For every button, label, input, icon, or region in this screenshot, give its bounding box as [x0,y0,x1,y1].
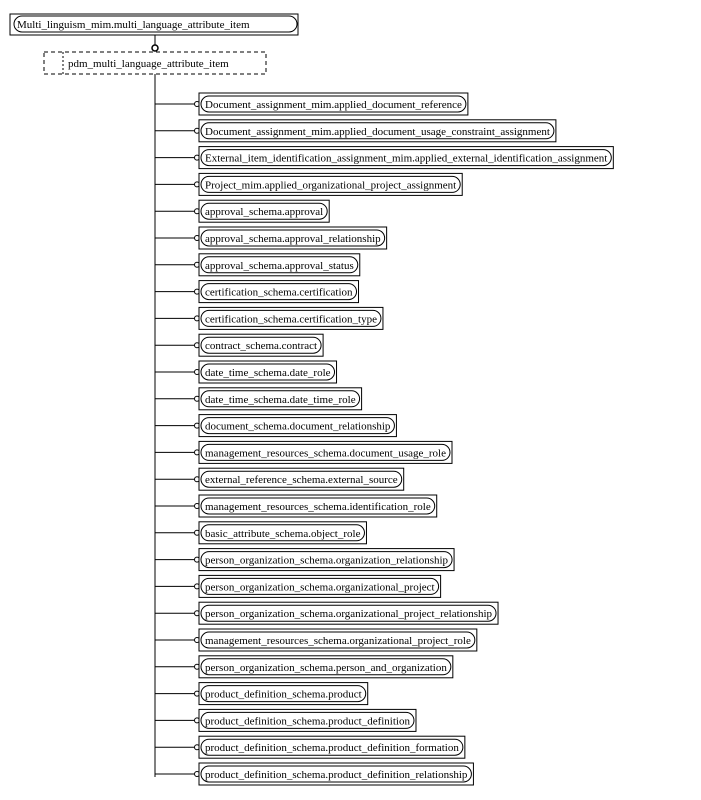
item-label: date_time_schema.date_time_role [205,393,356,406]
item-label: person_organization_schema.organization_relationship [205,554,449,567]
entity-item [155,683,368,705]
select-type [44,52,266,74]
item-label: Document_assignment_mim.applied_document_usage_constraint_assignment [205,125,550,138]
entity-item [155,93,468,115]
entity-item [155,441,452,463]
entity-item [155,736,465,758]
root-entity [10,14,298,35]
entity-item [155,522,366,544]
item-label: product_definition_schema.product_definition_formation [205,742,459,755]
entity-item [155,709,416,731]
entity-item [155,361,337,383]
entity-item [155,334,323,356]
entity-item [155,254,360,276]
item-label: approval_schema.approval_status [205,259,354,272]
entity-item [155,629,477,651]
item-label: basic_attribute_schema.object_role [205,527,361,540]
entity-item [155,200,329,222]
entity-item [155,415,396,437]
entity-item [155,307,383,329]
item-label: date_time_schema.date_role [205,367,331,379]
entity-item [155,468,404,490]
item-label: external_reference_schema.external_source [205,474,398,487]
item-label: management_resources_schema.organizational_project_role [205,635,471,647]
item-list [155,93,613,785]
entity-item [155,763,473,785]
entity-item [155,173,462,195]
select-type-label: pdm_multi_language_attribute_item [68,58,229,70]
root-entity-label: Multi_linguism_mim.multi_language_attribute_item [17,19,250,31]
item-label: product_definition_schema.product_definition_relationship [205,769,468,781]
item-label: person_organization_schema.organizational_project_relationship [205,608,493,621]
entity-item [155,388,362,410]
entity-item [155,147,613,169]
entity-item [155,549,454,571]
item-label: product_definition_schema.product [205,688,362,701]
item-label: management_resources_schema.document_usage_role [205,447,446,460]
root-connector-circle [152,45,158,51]
item-label: product_definition_schema.product_definition [205,715,410,728]
item-label: Project_mim.applied_organizational_project_assignment [205,179,457,192]
item-label: person_organization_schema.person_and_organization [205,661,447,674]
item-label: management_resources_schema.identification_role [205,501,431,513]
item-label: certification_schema.certification_type [205,313,377,326]
item-label: contract_schema.contract [205,340,318,353]
item-label: Document_assignment_mim.applied_document_reference [205,99,462,111]
item-label: approval_schema.approval [205,206,324,219]
entity-item [155,120,556,142]
entity-item [155,575,441,597]
item-label: approval_schema.approval_relationship [205,233,381,245]
item-label: person_organization_schema.organizational_project [205,581,435,594]
entity-item [155,656,453,678]
item-label: document_schema.document_relationship [205,420,391,433]
item-label: External_item_identification_assignment_mim.applied_external_identification_assignment [205,152,608,165]
entity-item [155,495,437,517]
item-label: certification_schema.certification [205,286,353,299]
entity-item [155,602,498,624]
entity-item [155,281,359,303]
entity-item [155,227,387,249]
